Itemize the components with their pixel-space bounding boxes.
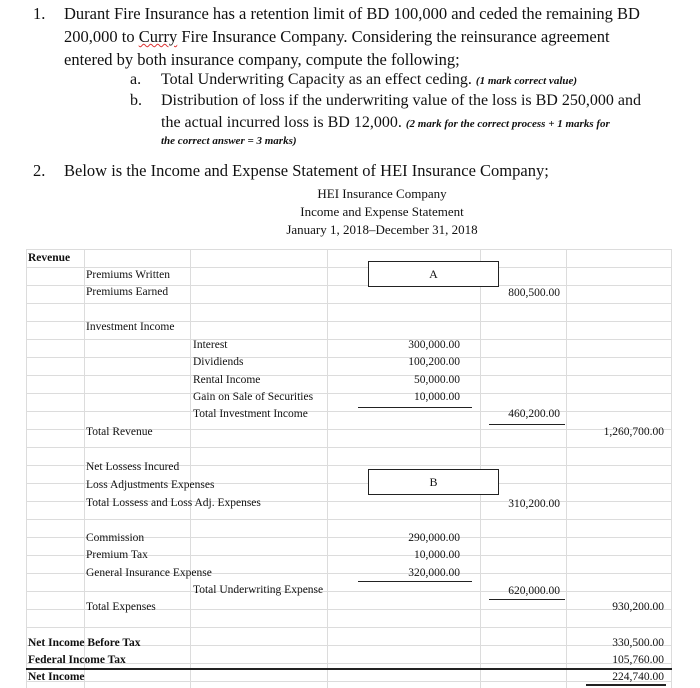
total-expenses-label: Total Expenses [86,601,156,613]
premiums-earned-label: Premiums Earned [86,286,169,298]
total-revenue-label: Total Revenue [86,426,153,438]
q1-line-3: entered by both insurance company, compute the following; [64,50,460,69]
gain-on-sale-label: Gain on Sale of Securities [193,391,314,403]
total-losses-label: Total Lossess and Loss Adj. Expenses [86,497,261,509]
gen-ins-value: 320,000.00 [408,567,460,579]
q1-line-2-rest: Fire Insurance Company. Considering the reinsurance agreement [181,27,610,46]
q1a-question: Total Underwriting Capacity as an effect ceding. [161,71,472,88]
premiums-written-label: Premiums Written [86,269,170,281]
nibt-value: 330,500.00 [612,637,664,649]
q1b-label: b. [130,92,142,109]
income-statement-table [26,249,672,688]
q1a-label: a. [130,71,142,88]
statement-period: January 1, 2018–December 31, 2018 [286,222,478,237]
rental-income-value: 50,000.00 [414,374,460,386]
dividends-label: Dividiends [193,356,244,368]
net-income-value: 224,740.00 [612,671,664,683]
total-investment-value: 460,200.00 [508,408,560,420]
commission-label: Commission [86,532,145,544]
answer-box-b: B [368,469,499,495]
q1b-marks-1: (2 mark for the correct process + 1 marks for [405,118,610,130]
statement-title: Income and Expense Statement [300,204,464,219]
total-losses-value: 310,200.00 [508,498,560,510]
company-name-misspelled: Curry [138,27,178,46]
q1-line-2 [64,25,610,48]
q1-line-2-prefix: 200,000 to [64,27,135,46]
q1a-marks: (1 mark correct value) [475,75,578,87]
interest-label: Interest [193,339,228,351]
q1b-marks-2: the correct answer = 3 marks) [161,135,297,147]
interest-value: 300,000.00 [408,339,460,351]
gain-on-sale-value: 10,000.00 [414,391,460,403]
statement-company: HEI Insurance Company [317,186,447,201]
commission-value: 290,000.00 [408,532,460,544]
revenue-heading: Revenue [28,252,71,264]
q2-text: Below is the Income and Expense Statement of HEI Insurance Company; [64,161,549,180]
gen-ins-label: General Insurance Expense [86,567,212,579]
net-income-label: Net Income [28,671,85,683]
investment-income-label: Investment Income [86,321,175,333]
q1-number: 1. [33,4,46,23]
dividends-value: 100,200.00 [408,356,460,368]
q2-number: 2. [33,161,46,180]
premium-tax-label: Premium Tax [86,549,148,561]
q1-line-1: Durant Fire Insurance has a retention limit of BD 100,000 and ceded the remaining BD [64,4,640,23]
q1b-line-1: Distribution of loss if the underwriting value of the loss is BD 250,000 and [161,92,641,109]
total-uw-label: Total Underwriting Expense [193,584,324,596]
answer-box-a: A [368,261,499,287]
premiums-earned-value: 800,500.00 [508,287,560,299]
fed-tax-label: Federal Income Tax [28,654,126,666]
loss-adj-label: Loss Adjustments Expenses [86,479,215,491]
q1b-line-2 [161,111,610,136]
total-expenses-value: 930,200.00 [612,601,664,613]
nibt-label: Net Income Before Tax [28,637,141,649]
q1b-question: the actual incurred loss is BD 12,000. [161,114,402,131]
net-losses-label: Net Lossess Incured [86,461,180,473]
total-investment-label: Total Investment Income [193,408,308,420]
total-uw-value: 620,000.00 [508,585,560,597]
total-revenue-value: 1,260,700.00 [603,426,664,438]
premium-tax-value: 10,000.00 [414,549,460,561]
rental-income-label: Rental Income [193,374,261,386]
fed-tax-value: 105,760.00 [612,654,664,666]
